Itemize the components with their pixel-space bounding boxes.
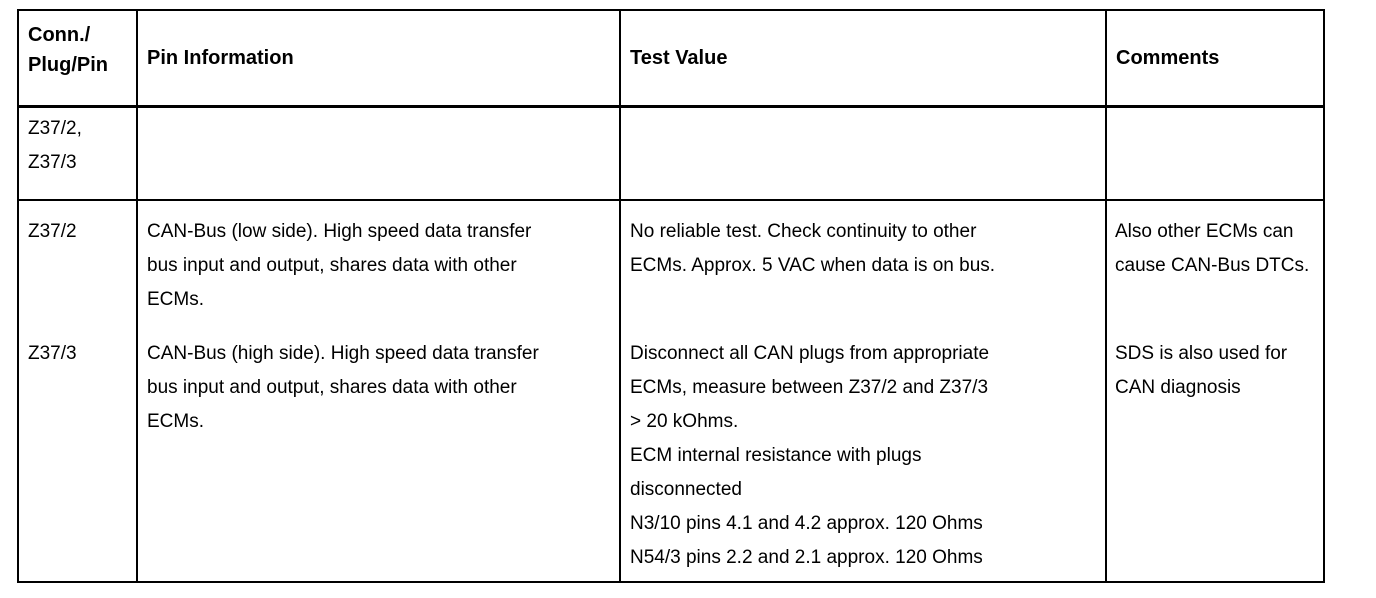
test-value-line: > 20 kOhms.: [630, 411, 739, 432]
comment-line: cause CAN-Bus DTCs.: [1115, 255, 1310, 276]
pin-info-line: bus input and output, shares data with other: [147, 255, 517, 276]
test-value-cell: [620, 331, 1106, 582]
conn-cell: Z37/3: [18, 331, 137, 582]
test-value-line: No reliable test. Check continuity to other: [630, 221, 977, 242]
header-conn-line1: Conn./: [28, 24, 91, 46]
pin-info-line: CAN-Bus (low side). High speed data transfer: [147, 221, 532, 242]
header-test-value: Test Value: [620, 10, 1106, 107]
group-pin-info-cell: [137, 107, 620, 201]
group-test-value-cell: [620, 107, 1106, 201]
comment-line: CAN diagnosis: [1115, 377, 1241, 398]
header-comments: Comments: [1106, 10, 1324, 107]
header-pin-information: Pin Information: [137, 10, 620, 107]
table-row: [18, 200, 1324, 331]
header-conn-plug-pin: [18, 10, 137, 107]
pin-info-cell: [137, 331, 620, 582]
table-row-group: [18, 107, 1324, 201]
comments-cell: [1106, 200, 1324, 331]
test-value-line: ECMs. Approx. 5 VAC when data is on bus.: [630, 255, 996, 276]
group-comments-cell: [1106, 107, 1324, 201]
group-conn-line1: Z37/2,: [28, 118, 82, 139]
test-value-line: N54/3 pins 2.2 and 2.1 approx. 120 Ohms: [630, 547, 983, 568]
header-conn-line2: Plug/Pin: [28, 54, 108, 76]
test-value-line: Disconnect all CAN plugs from appropriate: [630, 343, 990, 364]
conn-cell: Z37/2: [18, 200, 137, 331]
comment-line: Also other ECMs can: [1115, 221, 1294, 242]
group-conn-cell: [18, 107, 137, 201]
test-value-line: N3/10 pins 4.1 and 4.2 approx. 120 Ohms: [630, 513, 983, 534]
pin-info-cell: [137, 200, 620, 331]
pin-test-table: [17, 9, 1325, 583]
comment-line: SDS is also used for: [1115, 343, 1288, 364]
header-row: [18, 10, 1324, 107]
test-value-cell: [620, 200, 1106, 331]
pin-info-line: bus input and output, shares data with other: [147, 377, 517, 398]
test-value-line: ECMs, measure between Z37/2 and Z37/3: [630, 377, 989, 398]
test-value-line: disconnected: [630, 479, 742, 500]
test-value-line: ECM internal resistance with plugs: [630, 445, 922, 466]
group-conn-line2: Z37/3: [28, 152, 77, 173]
table-row: [18, 331, 1324, 582]
pin-info-line: ECMs.: [147, 289, 204, 310]
comments-cell: [1106, 331, 1324, 582]
pin-info-line: ECMs.: [147, 411, 204, 432]
pin-info-line: CAN-Bus (high side). High speed data transfer: [147, 343, 539, 364]
